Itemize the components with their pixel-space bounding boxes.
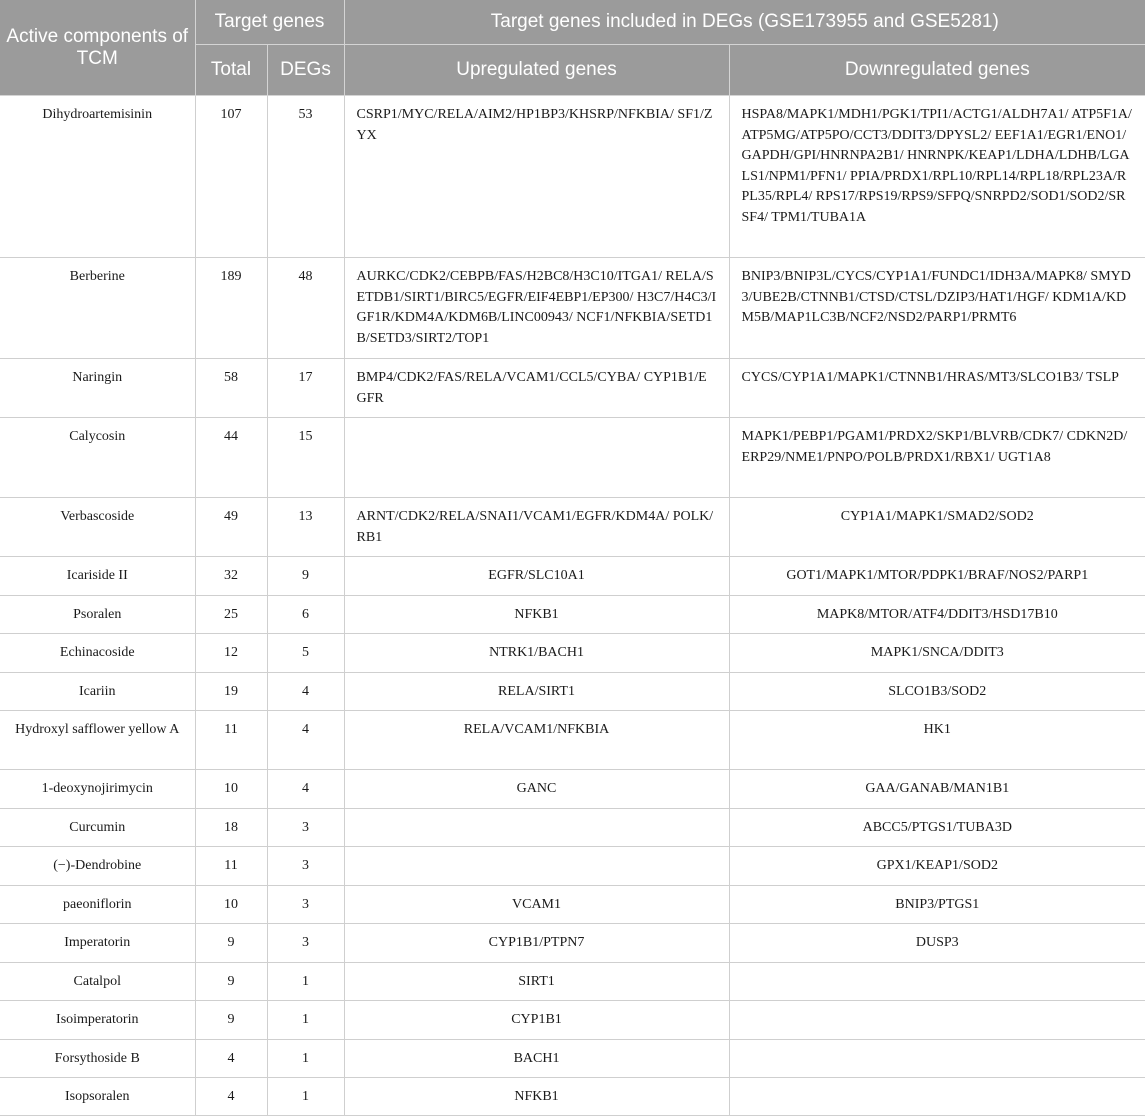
table-row: [0, 96, 1145, 258]
downregulated-genes: GPX1/KEAP1/SOD2: [729, 847, 1145, 886]
component-name: Dihydroartemisinin: [0, 96, 195, 258]
downregulated-genes: SLCO1B3/SOD2: [729, 673, 1145, 711]
degs-count: 6: [267, 596, 344, 634]
header-degs: DEGs: [267, 45, 344, 96]
upregulated-genes: CYP1B1/PTPN7: [344, 924, 729, 963]
header-active-components: Active components of TCM: [0, 0, 195, 96]
upregulated-genes: NFKB1: [344, 596, 729, 634]
component-name: (−)-Dendrobine: [0, 847, 195, 886]
header-target-genes: Target genes: [195, 0, 344, 45]
table-row: [0, 770, 1145, 809]
downregulated-genes: HSPA8/MAPK1/MDH1/PGK1/TPI1/ACTG1/ALDH7A1/ ATP5F1A/ATP5MG/ATP5PO/CCT3/DDIT3/DPYSL2/ EEF1A1/EGR1/ENO1/GAPDH/GPI/HNRNPA2B1/ HNRNPK/KEAP1/LDHA/LDHB/LGALS1/NPM1/PFN1/ PPIA/PRDX1/RPL10/RPL14/RPL18/RPL23A/RPL35/RPL4/ RPS17/RPS19/RPS9/SFPQ/SNRPD2/SOD1/SOD2/SRSF4/ TPM1/TUBA1A: [729, 96, 1145, 258]
upregulated-genes: [344, 847, 729, 886]
header-upregulated: Upregulated genes: [344, 45, 729, 96]
downregulated-genes: [729, 1078, 1145, 1116]
table-row: [0, 634, 1145, 673]
degs-count: 15: [267, 418, 344, 498]
downregulated-genes: MAPK1/SNCA/DDIT3: [729, 634, 1145, 673]
degs-count: 3: [267, 847, 344, 886]
degs-count: 1: [267, 1040, 344, 1078]
component-name: Naringin: [0, 359, 195, 418]
downregulated-genes: BNIP3/BNIP3L/CYCS/CYP1A1/FUNDC1/IDH3A/MAPK8/ SMYD3/UBE2B/CTNNB1/CTSD/CTSL/DZIP3/HAT1/HGF/ KDM1A/KDM5B/MAP1LC3B/NCF2/NSD2/PARP1/PRMT6: [729, 258, 1145, 359]
degs-count: 4: [267, 673, 344, 711]
degs-count: 1: [267, 963, 344, 1001]
table-row: [0, 924, 1145, 963]
header-row-1: [0, 0, 1145, 45]
table-row: [0, 886, 1145, 924]
upregulated-genes: NTRK1/BACH1: [344, 634, 729, 673]
upregulated-genes: CYP1B1: [344, 1001, 729, 1040]
total-count: 9: [195, 963, 267, 1001]
total-count: 32: [195, 557, 267, 596]
total-count: 19: [195, 673, 267, 711]
table-row: [0, 711, 1145, 770]
header-total: Total: [195, 45, 267, 96]
header-target-genes-in-degs: Target genes included in DEGs (GSE173955 and GSE5281): [344, 0, 1145, 45]
downregulated-genes: CYCS/CYP1A1/MAPK1/CTNNB1/HRAS/MT3/SLCO1B3/ TSLP: [729, 359, 1145, 418]
table-row: [0, 359, 1145, 418]
total-count: 10: [195, 886, 267, 924]
upregulated-genes: VCAM1: [344, 886, 729, 924]
table-row: [0, 418, 1145, 498]
total-count: 4: [195, 1078, 267, 1116]
component-name: Psoralen: [0, 596, 195, 634]
upregulated-genes: AURKC/CDK2/CEBPB/FAS/H2BC8/H3C10/ITGA1/ RELA/SETDB1/SIRT1/BIRC5/EGFR/EIF4EBP1/EP300/ H3C7/H4C3/IGF1R/KDM4A/KDM6B/LINC00943/ NCF1/NFKBIA/SETD1B/SETD3/SIRT2/TOP1: [344, 258, 729, 359]
upregulated-genes: EGFR/SLC10A1: [344, 557, 729, 596]
upregulated-genes: GANC: [344, 770, 729, 809]
component-name: Isoimperatorin: [0, 1001, 195, 1040]
downregulated-genes: [729, 1001, 1145, 1040]
degs-count: 3: [267, 809, 344, 847]
downregulated-genes: MAPK8/MTOR/ATF4/DDIT3/HSD17B10: [729, 596, 1145, 634]
table-row: [0, 596, 1145, 634]
upregulated-genes: [344, 418, 729, 498]
total-count: 9: [195, 924, 267, 963]
degs-count: 1: [267, 1001, 344, 1040]
component-name: Imperatorin: [0, 924, 195, 963]
downregulated-genes: HK1: [729, 711, 1145, 770]
table-row: [0, 1001, 1145, 1040]
downregulated-genes: MAPK1/PEBP1/PGAM1/PRDX2/SKP1/BLVRB/CDK7/ CDKN2D/ERP29/NME1/PNPO/POLB/PRDX1/RBX1/ UGT1A8: [729, 418, 1145, 498]
component-name: Icariin: [0, 673, 195, 711]
total-count: 107: [195, 96, 267, 258]
component-name: Berberine: [0, 258, 195, 359]
component-name: Curcumin: [0, 809, 195, 847]
component-name: Isopsoralen: [0, 1078, 195, 1116]
table-row: [0, 673, 1145, 711]
upregulated-genes: RELA/SIRT1: [344, 673, 729, 711]
degs-count: 13: [267, 498, 344, 557]
degs-count: 9: [267, 557, 344, 596]
degs-count: 4: [267, 711, 344, 770]
component-name: Icariside II: [0, 557, 195, 596]
downregulated-genes: [729, 963, 1145, 1001]
total-count: 44: [195, 418, 267, 498]
upregulated-genes: ARNT/CDK2/RELA/SNAI1/VCAM1/EGFR/KDM4A/ POLK/RB1: [344, 498, 729, 557]
downregulated-genes: DUSP3: [729, 924, 1145, 963]
upregulated-genes: BMP4/CDK2/FAS/RELA/VCAM1/CCL5/CYBA/ CYP1B1/EGFR: [344, 359, 729, 418]
total-count: 189: [195, 258, 267, 359]
upregulated-genes: RELA/VCAM1/NFKBIA: [344, 711, 729, 770]
degs-count: 48: [267, 258, 344, 359]
upregulated-genes: BACH1: [344, 1040, 729, 1078]
downregulated-genes: ABCC5/PTGS1/TUBA3D: [729, 809, 1145, 847]
degs-count: 5: [267, 634, 344, 673]
component-name: Forsythoside B: [0, 1040, 195, 1078]
degs-count: 3: [267, 886, 344, 924]
downregulated-genes: [729, 1040, 1145, 1078]
total-count: 49: [195, 498, 267, 557]
upregulated-genes: [344, 809, 729, 847]
downregulated-genes: GOT1/MAPK1/MTOR/PDPK1/BRAF/NOS2/PARP1: [729, 557, 1145, 596]
degs-count: 17: [267, 359, 344, 418]
table-row: [0, 498, 1145, 557]
table-row: [0, 1078, 1145, 1116]
downregulated-genes: CYP1A1/MAPK1/SMAD2/SOD2: [729, 498, 1145, 557]
component-name: paeoniflorin: [0, 886, 195, 924]
component-name: 1-deoxynojirimycin: [0, 770, 195, 809]
total-count: 18: [195, 809, 267, 847]
downregulated-genes: GAA/GANAB/MAN1B1: [729, 770, 1145, 809]
degs-count: 3: [267, 924, 344, 963]
table-row: [0, 1040, 1145, 1078]
component-name: Echinacoside: [0, 634, 195, 673]
degs-count: 53: [267, 96, 344, 258]
component-name: Calycosin: [0, 418, 195, 498]
table-row: [0, 258, 1145, 359]
total-count: 4: [195, 1040, 267, 1078]
table-row: [0, 557, 1145, 596]
upregulated-genes: NFKB1: [344, 1078, 729, 1116]
component-name: Verbascoside: [0, 498, 195, 557]
degs-count: 4: [267, 770, 344, 809]
degs-count: 1: [267, 1078, 344, 1116]
total-count: 9: [195, 1001, 267, 1040]
total-count: 11: [195, 711, 267, 770]
component-name: Catalpol: [0, 963, 195, 1001]
header-downregulated: Downregulated genes: [729, 45, 1145, 96]
total-count: 58: [195, 359, 267, 418]
table-row: [0, 847, 1145, 886]
downregulated-genes: BNIP3/PTGS1: [729, 886, 1145, 924]
upregulated-genes: SIRT1: [344, 963, 729, 1001]
total-count: 10: [195, 770, 267, 809]
total-count: 12: [195, 634, 267, 673]
total-count: 11: [195, 847, 267, 886]
total-count: 25: [195, 596, 267, 634]
table-row: [0, 963, 1145, 1001]
upregulated-genes: CSRP1/MYC/RELA/AIM2/HP1BP3/KHSRP/NFKBIA/ SF1/ZYX: [344, 96, 729, 258]
table-row: [0, 809, 1145, 847]
component-name: Hydroxyl safflower yellow A: [0, 711, 195, 770]
